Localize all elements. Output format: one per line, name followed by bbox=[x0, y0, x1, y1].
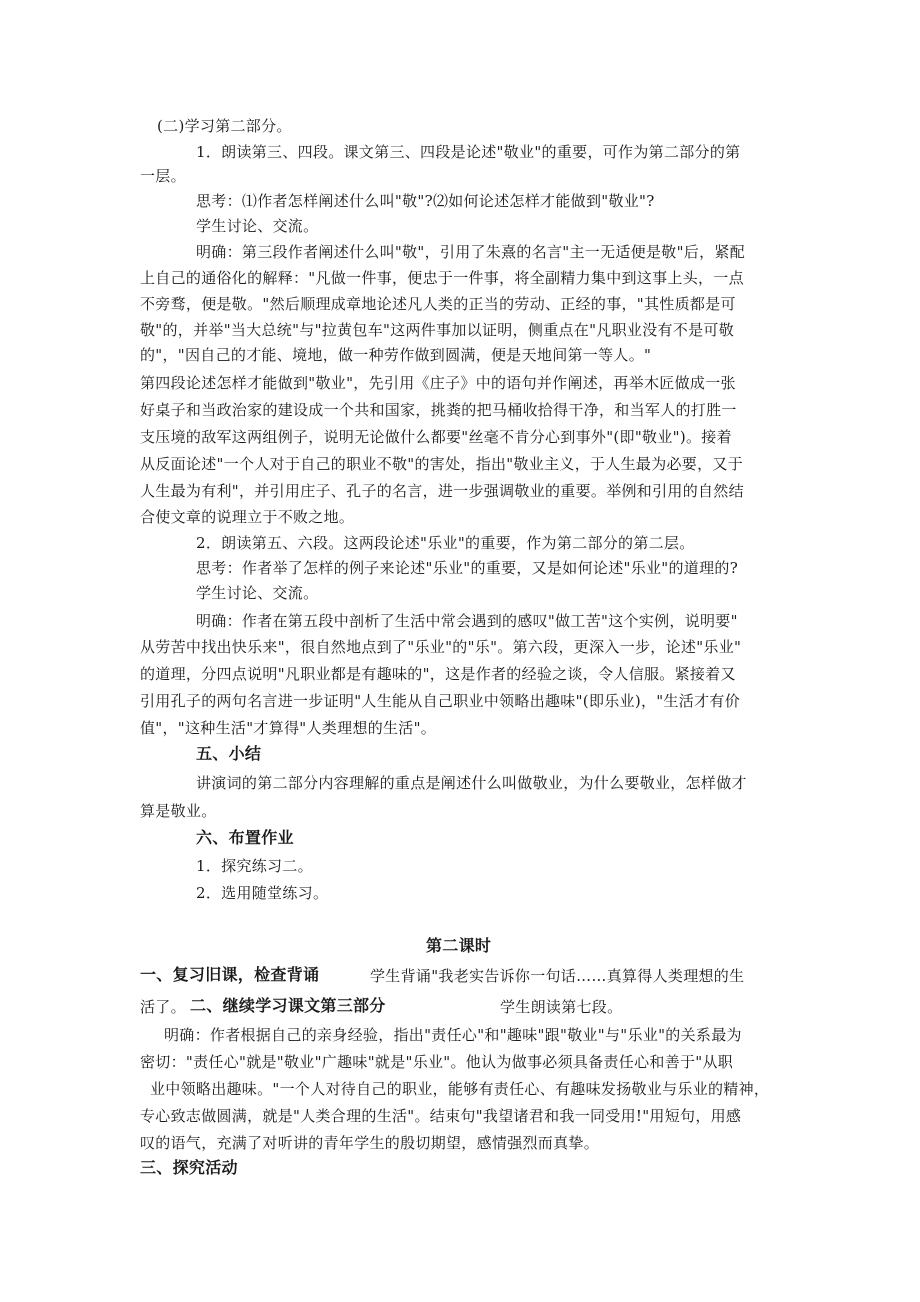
paragraph-line: 2．朗读第五、六段。这两段论述"乐业"的重要，作为第二部分的第二层。 bbox=[196, 534, 695, 552]
list-item: 2．选用随堂练习。 bbox=[196, 884, 329, 902]
paragraph-line: 思考：⑴作者怎样阐述什么叫"敬"?⑵如何论述怎样才能做到"敬业"? bbox=[196, 192, 655, 210]
paragraph-line: 讲演词的第二部分内容理解的重点是阐述什么叫做敬业，为什么要敬业，怎样做才 bbox=[196, 774, 747, 792]
paragraph-line: 学生讨论、交流。 bbox=[196, 217, 319, 235]
paragraph-line: 密切："责任心"就是"敬业"广趣味"就是"乐业"。他认为做事必须具备责任心和善于"从职 bbox=[140, 1053, 734, 1071]
paragraph-line: 学生背诵"我老实告诉你一句话……真算得人类理想的生 bbox=[370, 967, 745, 985]
paragraph-line: 支压境的敌军这两组例子，说明无论做什么都要"丝毫不肯分心到事外"(即"敬业")。接着 bbox=[140, 428, 732, 446]
lesson-title: 第二课时 bbox=[426, 936, 492, 955]
paragraph-line: 专心致志做圆满，就是"人类合理的生活"。结束句"我望诸君和我一同受用!"用短句，用感 bbox=[140, 1107, 742, 1125]
paragraph-line: 引用孔子的两句名言进一步证明"人生能从自己职业中领略出趣味"(即乐业)，"生活才有价 bbox=[140, 692, 741, 710]
paragraph-line: 值"，"这种生活"才算得"人类理想的生活"。 bbox=[140, 719, 437, 737]
paragraph-line: 好桌子和当政治家的建设成一个共和国家，挑粪的把马桶收拾得干净，和当军人的打胜一 bbox=[140, 401, 737, 419]
paragraph-line: 业中领略出趣味。"一个人对待自己的职业，能够有责任心、有趣味发扬敬业与乐业的精神， bbox=[150, 1080, 770, 1098]
paragraph-line: 一层。 bbox=[140, 167, 186, 185]
paragraph-line: 第四段论述怎样才能做到"敬业"，先引用《庄子》中的语句并作阐述，再举木匠做成一张 bbox=[140, 374, 736, 392]
section-heading-part-two: (二)学习第二部分。 bbox=[157, 117, 292, 135]
paragraph-line: 明确：作者根据自己的亲身经验，指出"责任心"和"趣味"跟"敬业"与"乐业"的关系最为 bbox=[164, 1026, 742, 1044]
paragraph-line: 上自己的通俗化的解释："凡做一件事，便忠于一件事，将全副精力集中到这事上头，一点 bbox=[140, 269, 744, 287]
paragraph-line: 活了。 bbox=[140, 998, 186, 1016]
paragraph-line: 明确：作者在第五段中剖析了生活中常会遇到的感叹"做工苦"这个实例，说明要" bbox=[196, 612, 738, 630]
paragraph-line: 算是敬业。 bbox=[140, 802, 217, 820]
paragraph-line: 的"，"因自己的才能、境地，做一种劳作做到圆满，便是天地间第一等人。" bbox=[140, 346, 652, 364]
paragraph-line: 合使文章的说理立于不败之地。 bbox=[140, 508, 355, 526]
section-heading-summary: 五、小结 bbox=[196, 744, 262, 763]
section-heading-part-three: 二、继续学习课文第三部分 bbox=[190, 996, 386, 1015]
paragraph-line: 学生朗读第七段。 bbox=[500, 998, 623, 1016]
section-heading-review: 一、复习旧课，检查背诵 bbox=[140, 965, 320, 984]
paragraph-line: 从反面论述"一个人对于自己的职业不敬"的害处，指出"敬业主义，于人生最为必要，又于 bbox=[140, 455, 744, 473]
section-heading-activity: 三、探究活动 bbox=[140, 1158, 238, 1177]
paragraph-line: 思考：作者举了怎样的例子来论述"乐业"的重要，又是如何论述"乐业"的道理的? bbox=[196, 559, 739, 577]
paragraph-line: 敬"的，并举"当大总统"与"拉黄包车"这两件事加以证明，侧重点在"凡职业没有不是可敬 bbox=[140, 321, 734, 339]
paragraph-line: 不旁骛，便是敬。"然后顺理成章地论述凡人类的正当的劳动、正经的事，"其性质都是可 bbox=[140, 295, 736, 313]
list-item: 1．探究练习二。 bbox=[196, 857, 313, 875]
paragraph-line: 叹的语气，充满了对听讲的青年学生的殷切期望，感情强烈而真挚。 bbox=[140, 1134, 600, 1152]
paragraph-line: 从劳苦中找出快乐来"，很自然地点到了"乐业"的"乐"。第六段，更深入一步，论述"乐业" bbox=[140, 638, 742, 656]
paragraph-line: 明确：第三段作者阐述什么叫"敬"，引用了朱熹的名言"主一无适便是敬"后，紧配 bbox=[196, 243, 746, 261]
paragraph-line: 学生讨论、交流。 bbox=[196, 584, 319, 602]
paragraph-line: 人生最为有利"，并引用庄子、孔子的名言，进一步强调敬业的重要。举例和引用的自然结 bbox=[140, 482, 744, 500]
paragraph-line: 1．朗读第三、四段。课文第三、四段是论述"敬业"的重要，可作为第二部分的第 bbox=[196, 143, 741, 161]
section-heading-homework: 六、布置作业 bbox=[196, 828, 294, 847]
paragraph-line: 的道理，分四点说明"凡职业都是有趣味的"，这是作者的经验之谈，令人信服。紧接着又 bbox=[140, 665, 736, 683]
